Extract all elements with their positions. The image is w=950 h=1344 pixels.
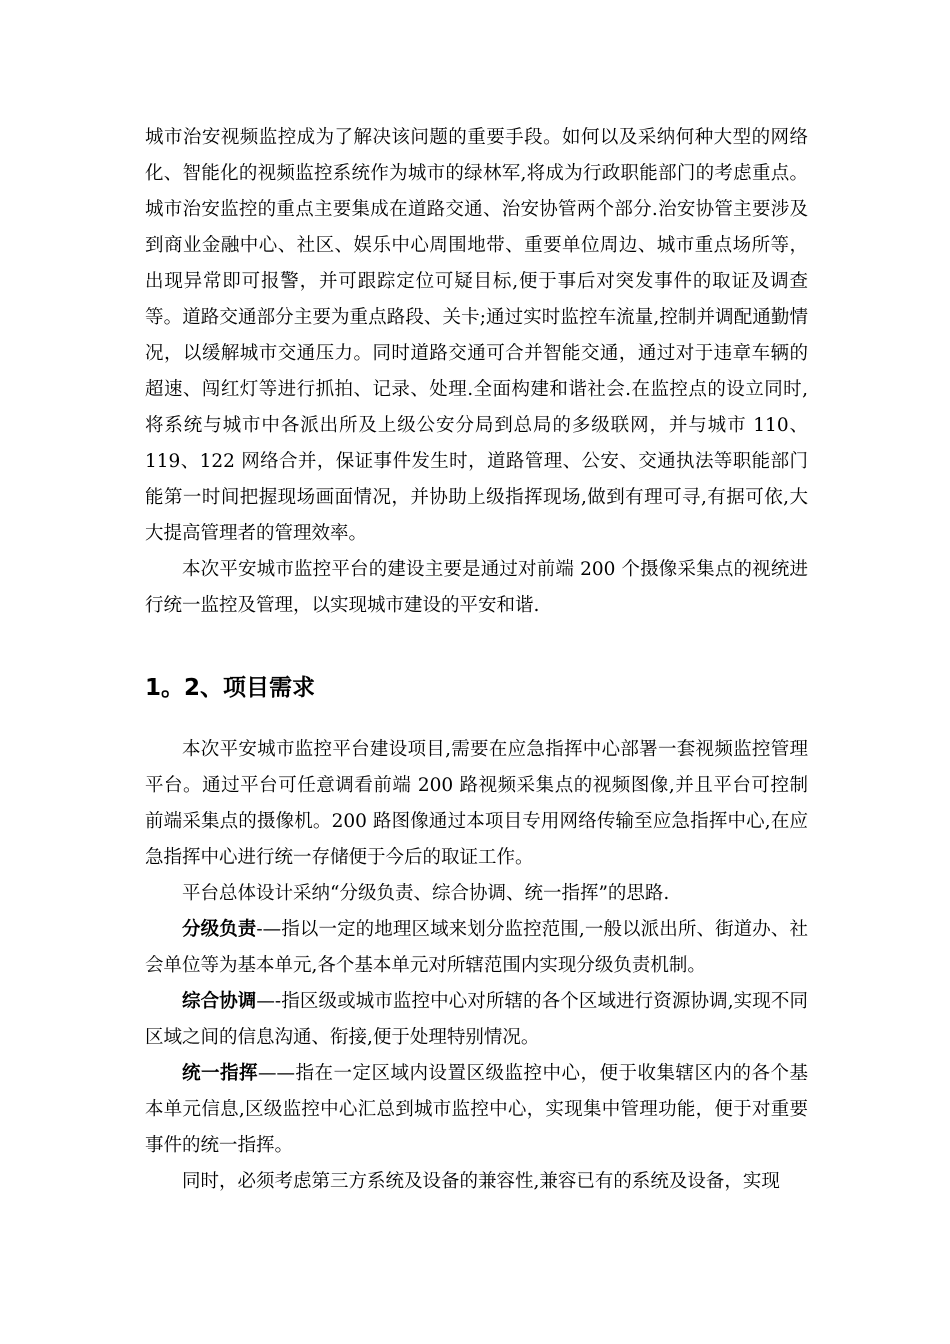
definition-text: ——指在一定区域内设置区级监控中心，便于收集辖区内的各个基本单元信息,区级监控中心汇总到城市监控中心，实现集中管理功能，便于对重要事件的统一指挥。 (145, 1063, 808, 1156)
paragraph: 本次平安城市监控平台建设项目,需要在应急指挥中心部署一套视频监控管理平台。通过平台可任意调看前端 200 路视频采集点的视频图像,并且平台可控制前端采集点的摄像机。200 路图像通过本项目专用网络传输至应急指挥中心,在应急指挥中心进行统一存储便于今后的取证工作。 (145, 739, 808, 868)
section-1-1-body (145, 120, 808, 624)
paragraph: 同时，必须考虑第三方系统及设备的兼容性,兼容已有的系统及设备，实现 (182, 1171, 780, 1192)
definition-item (145, 984, 808, 1056)
paragraph: 平台总体设计采纳“分级负责、综合协调、统一指挥”的思路. (182, 883, 670, 904)
paragraph: 城市治安视频监控成为了解决该问题的重要手段。如何以及采纳何种大型的网络化、智能化的视频监控系统作为城市的绿林军,将成为行政职能部门的考虑重点。城市治安监控的重点主要集成在道路交通、治安协管两个部分.治安协管主要涉及到商业金融中心、社区、娱乐中心周围地带、重要单位周边、城市重点场所等，出现异常即可报警，并可跟踪定位可疑目标,便于事后对突发事件的取证及调查等。道路交通部分主要为重点路段、关卡;通过实时监控车流量,控制并调配通勤情况，以缓解城市交通压力。同时道路交通可合并智能交通，通过对于违章车辆的超速、闯红灯等进行抓拍、记录、处理.全面构建和谐社会.在监控点的设立同时,将系统与城市中各派出所及上级公安分局到总局的多级联网，并与城市 110、119、122 网络合并，保证事件发生时，道路管理、公安、交通执法等职能部门能第一时间把握现场画面情况，并协助上级指挥现场,做到有理可寻,有据可依,大大提高管理者的管理效率。 (145, 127, 808, 544)
definition-term: 统一指挥 (182, 1063, 258, 1084)
definition-term: 综合协调 (182, 991, 257, 1012)
paragraph: 本次平安城市监控平台的建设主要是通过对前端 200 个摄像采集点的视统进行统一监控及管理，以实现城市建设的平安和谐. (145, 559, 808, 616)
definition-text: -—指以一定的地理区域来划分监控范围,一般以派出所、街道办、社会单位等为基本单元,各个基本单元对所辖范围内实现分级负责机制。 (145, 919, 808, 976)
definition-item (145, 912, 808, 984)
section-heading: 1。2、项目需求 (145, 675, 316, 701)
section-1-2-body (145, 732, 808, 1200)
definition-term: 分级负责 (182, 919, 257, 940)
definition-text: —-指区级或城市监控中心对所辖的各个区域进行资源协调,实现不同区域之间的信息沟通、衔接,便于处理特别情况。 (145, 991, 808, 1048)
definition-item (145, 1056, 808, 1164)
